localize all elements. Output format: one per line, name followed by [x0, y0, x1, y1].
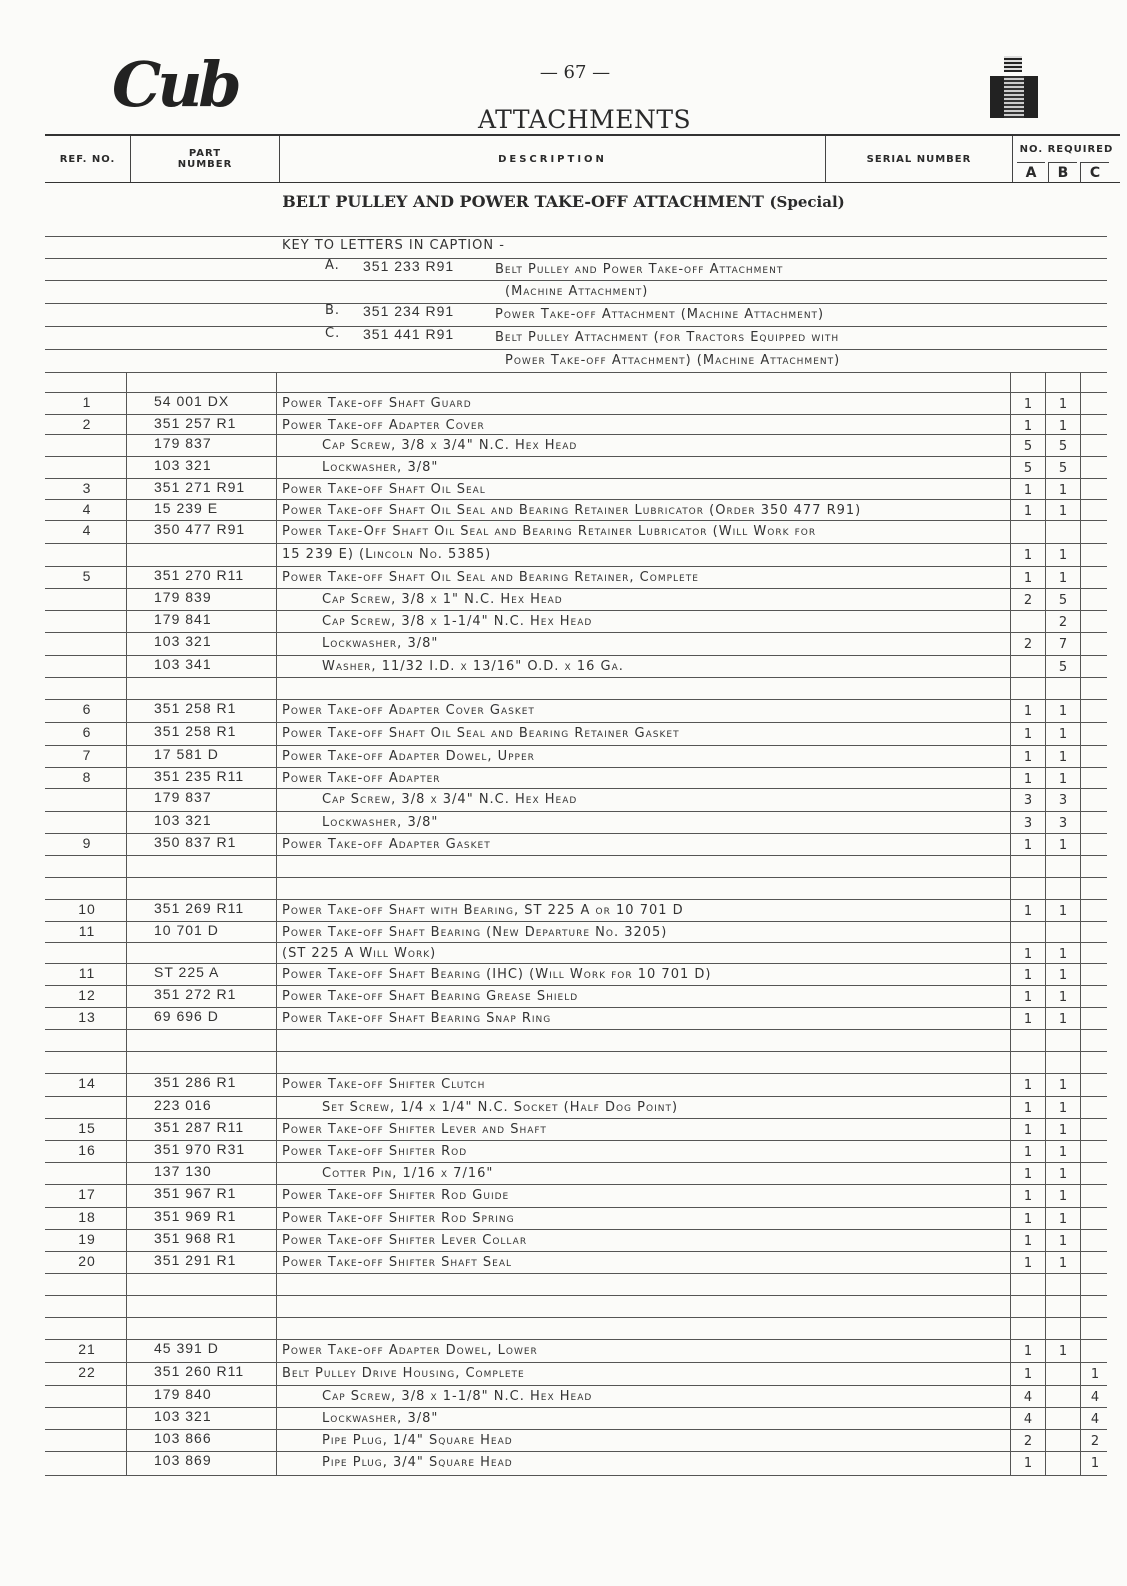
key-description-cont: (Machine Attachment): [505, 284, 649, 299]
part-number: 351 272 R1: [154, 986, 237, 1002]
table-row-rule: [45, 543, 1107, 544]
qty-c: 2: [1090, 1434, 1100, 1449]
part-description: 15 239 E) (Lincoln No. 5385): [282, 547, 492, 562]
key-rule: [45, 303, 1107, 304]
ref-number: 5: [82, 568, 92, 584]
part-number: 179 837: [154, 789, 212, 805]
table-row-rule: [45, 877, 1107, 878]
part-description: Cap Screw, 3/8 x 3/4" N.C. Hex Head: [322, 792, 578, 807]
part-description: Lockwasher, 3/8": [322, 460, 439, 475]
table-column-rule: [126, 372, 127, 1475]
part-number: 351 271 R91: [154, 479, 246, 495]
qty-a: 1: [1023, 1167, 1033, 1182]
key-description: Power Take-off Attachment (Machine Attachment): [495, 307, 825, 322]
qty-a: 1: [1023, 990, 1033, 1005]
qty-a: 1: [1023, 727, 1033, 742]
key-rule: [45, 326, 1107, 327]
qty-a: 1: [1023, 1189, 1033, 1204]
column-header: [45, 134, 1120, 183]
qty-a: 1: [1023, 968, 1033, 983]
table-column-rule: [1045, 372, 1046, 1475]
part-number: 351 258 R1: [154, 723, 237, 739]
qty-a: 1: [1023, 504, 1033, 519]
key-rule: [45, 372, 1107, 373]
key-rule: [45, 236, 1107, 237]
qty-a: 4: [1023, 1390, 1033, 1405]
qty-b: 1: [1058, 1123, 1068, 1138]
part-number: 103 341: [154, 656, 212, 672]
ref-number: 14: [78, 1075, 96, 1091]
qty-a: 2: [1023, 1434, 1033, 1449]
part-description: Power Take-off Shaft Bearing (New Departure No. 3205): [282, 925, 668, 940]
part-number: 351 258 R1: [154, 700, 237, 716]
col-a-header: A: [1017, 162, 1045, 183]
ref-number: 19: [78, 1231, 96, 1247]
key-part-number: 351 234 R91: [363, 303, 455, 319]
qty-a: 1: [1023, 571, 1033, 586]
ref-number: 11: [78, 923, 96, 939]
qty-b: 1: [1058, 1344, 1068, 1359]
qty-b: 1: [1058, 947, 1068, 962]
ref-number: 20: [78, 1253, 96, 1269]
qty-a: 1: [1023, 1012, 1033, 1027]
qty-a: 1: [1023, 1367, 1033, 1382]
part-description: Power Take-off Shaft Oil Seal and Bearing Retainer Lubricator (Order 350 477 R91): [282, 503, 862, 518]
part-description: Cap Screw, 3/8 x 1-1/8" N.C. Hex Head: [322, 1389, 593, 1404]
part-number: 45 391 D: [154, 1340, 219, 1356]
ref-number: 22: [78, 1364, 96, 1380]
table-row-rule: [45, 1051, 1107, 1052]
qty-c: 4: [1090, 1412, 1100, 1427]
key-rule: [45, 258, 1107, 259]
part-description: Power Take-off Shifter Clutch: [282, 1077, 486, 1092]
qty-a: 1: [1023, 772, 1033, 787]
part-description: Power Take-off Shaft Bearing Snap Ring: [282, 1011, 552, 1026]
part-description: Lockwasher, 3/8": [322, 636, 439, 651]
ref-number: 6: [82, 724, 92, 740]
ref-number: 7: [82, 747, 92, 763]
qty-a: 1: [1023, 1212, 1033, 1227]
table-bottom-rule: [45, 1475, 1107, 1476]
part-description: Power Take-off Shaft Bearing Grease Shield: [282, 989, 579, 1004]
ref-number: 15: [78, 1120, 96, 1136]
qty-b: 1: [1058, 1234, 1068, 1249]
table-row-rule: [45, 1029, 1107, 1030]
part-number: 54 001 DX: [154, 393, 230, 409]
qty-b: 1: [1058, 990, 1068, 1005]
key-letter: C.: [325, 326, 341, 341]
part-description: Power Take-off Shaft Bearing (IHC) (Will Work for 10 701 D): [282, 967, 712, 982]
key-rule: [45, 349, 1107, 350]
qty-c: 1: [1090, 1456, 1100, 1471]
part-description: Cap Screw, 3/8 x 1" N.C. Hex Head: [322, 592, 563, 607]
page-number: — 67 —: [539, 62, 611, 83]
page-title: ATTACHMENTS: [478, 105, 692, 134]
part-number: 351 969 R1: [154, 1208, 237, 1224]
no-required-header: NO. REQUIRED: [1019, 143, 1114, 155]
part-description: Pipe Plug, 3/4" Square Head: [322, 1455, 513, 1470]
part-description: Pipe Plug, 1/4" Square Head: [322, 1433, 513, 1448]
qty-b: 1: [1058, 1256, 1068, 1271]
part-description: Washer, 11/32 I.D. x 13/16" O.D. x 16 Ga.: [322, 659, 624, 674]
key-description: Belt Pulley Attachment (for Tractors Equipped with: [495, 330, 840, 345]
qty-b: 1: [1058, 1012, 1068, 1027]
qty-a: 1: [1023, 1078, 1033, 1093]
part-number: 69 696 D: [154, 1008, 219, 1024]
qty-a: 1: [1023, 548, 1033, 563]
qty-c: 4: [1090, 1390, 1100, 1405]
ih-logo-icon: [990, 56, 1038, 118]
key-description: Belt Pulley and Power Take-off Attachment: [495, 262, 784, 277]
part-number: 17 581 D: [154, 746, 219, 762]
qty-a: 1: [1023, 750, 1033, 765]
ref-number: 2: [82, 416, 92, 432]
part-number: 351 286 R1: [154, 1074, 237, 1090]
table-row-rule: [45, 942, 1107, 943]
qty-a: 3: [1023, 816, 1033, 831]
ref-number: 18: [78, 1209, 96, 1225]
cub-logo: Cub: [112, 48, 238, 121]
qty-a: 2: [1023, 637, 1033, 652]
part-description: Power Take-off Adapter Cover: [282, 418, 485, 433]
part-number: 103 321: [154, 812, 212, 828]
part-number: 351 287 R11: [154, 1119, 245, 1135]
part-number: 223 016: [154, 1097, 212, 1113]
table-row-rule: [45, 1273, 1107, 1274]
table-row-rule: [45, 1295, 1107, 1296]
ref-number: 21: [78, 1341, 96, 1357]
part-number: 351 260 R11: [154, 1363, 245, 1379]
ref-number: 6: [82, 701, 92, 717]
ref-number: 4: [82, 522, 92, 538]
part-number: 103 869: [154, 1452, 212, 1468]
section-title: [0, 192, 1127, 211]
part-description: Power Take-off Adapter Dowel, Lower: [282, 1343, 538, 1358]
qty-b: 1: [1058, 1189, 1068, 1204]
col-c-header: C: [1080, 162, 1109, 183]
part-description: Cotter Pin, 1/16 x 7/16": [322, 1166, 494, 1181]
part-description: Power Take-off Shaft Oil Seal and Bearing Retainer Gasket: [282, 726, 680, 741]
qty-a: 3: [1023, 793, 1033, 808]
key-letter: B.: [325, 303, 341, 318]
qty-b: 1: [1058, 904, 1068, 919]
qty-b: 5: [1058, 593, 1068, 608]
qty-a: 1: [1023, 397, 1033, 412]
qty-a: 2: [1023, 593, 1033, 608]
qty-b: 1: [1058, 727, 1068, 742]
part-number: 103 866: [154, 1430, 212, 1446]
key-description-cont: Power Take-off Attachment) (Machine Attachment): [505, 353, 841, 368]
qty-b: 1: [1058, 1078, 1068, 1093]
qty-b: 1: [1058, 571, 1068, 586]
table-column-rule: [1010, 372, 1011, 1475]
part-number: 179 841: [154, 611, 212, 627]
part-number: 350 837 R1: [154, 834, 237, 850]
part-number: 103 321: [154, 457, 212, 473]
part-number: 351 257 R1: [154, 415, 237, 431]
part-description: Power Take-off Adapter: [282, 771, 441, 786]
qty-a: 1: [1023, 1145, 1033, 1160]
qty-a: 1: [1023, 947, 1033, 962]
ref-number: 10: [78, 901, 96, 917]
qty-b: 2: [1058, 615, 1068, 630]
table-row-rule: [45, 1317, 1107, 1318]
qty-a: 1: [1023, 904, 1033, 919]
serial-number-header: SERIAL NUMBER: [866, 153, 972, 165]
qty-a: 1: [1023, 1256, 1033, 1271]
table-row-rule: [45, 677, 1107, 678]
part-number: 179 837: [154, 435, 212, 451]
qty-b: 1: [1058, 750, 1068, 765]
ref-number: 8: [82, 769, 92, 785]
part-description: Cap Screw, 3/8 x 1-1/4" N.C. Hex Head: [322, 614, 593, 629]
key-part-number: 351 441 R91: [363, 326, 455, 342]
qty-b: 1: [1058, 1145, 1068, 1160]
part-description: Power Take-Off Shaft Oil Seal and Bearing Retainer Lubricator (Will Work for: [282, 524, 817, 539]
section-title-text: BELT PULLEY AND POWER TAKE-OFF ATTACHMENT: [282, 192, 764, 211]
ref-number: 17: [78, 1186, 96, 1202]
part-number: 351 967 R1: [154, 1185, 237, 1201]
ref-number: 3: [82, 480, 92, 496]
part-description: Power Take-off Shifter Rod: [282, 1144, 468, 1159]
qty-c: 1: [1090, 1367, 1100, 1382]
qty-b: 1: [1058, 838, 1068, 853]
qty-b: 5: [1058, 660, 1068, 675]
part-description: Power Take-off Shaft with Bearing, ST 225 A or 10 701 D: [282, 903, 684, 918]
table-column-rule: [276, 372, 277, 1475]
qty-b: 1: [1058, 968, 1068, 983]
part-description: Power Take-off Shifter Lever Collar: [282, 1233, 528, 1248]
part-description: Power Take-off Shaft Oil Seal and Bearing Retainer, Complete: [282, 570, 699, 585]
qty-b: 1: [1058, 772, 1068, 787]
part-number: 351 235 R11: [154, 768, 245, 784]
part-number: 179 839: [154, 589, 212, 605]
qty-a: 5: [1023, 439, 1033, 454]
ref-number: 13: [78, 1009, 96, 1025]
part-description: Power Take-off Shaft Guard: [282, 396, 472, 411]
qty-b: 1: [1058, 548, 1068, 563]
qty-a: 1: [1023, 1123, 1033, 1138]
part-number-header: PART NUMBER: [177, 148, 233, 170]
part-description: Power Take-off Shifter Shaft Seal: [282, 1255, 513, 1270]
part-number: ST 225 A: [154, 964, 220, 980]
ref-number: 4: [82, 501, 92, 517]
qty-b: 3: [1058, 793, 1068, 808]
part-description: Lockwasher, 3/8": [322, 815, 439, 830]
key-rule: [45, 280, 1107, 281]
part-number: 351 270 R11: [154, 567, 245, 583]
part-number: 351 291 R1: [154, 1252, 237, 1268]
qty-b: 1: [1058, 483, 1068, 498]
part-description: Belt Pulley Drive Housing, Complete: [282, 1366, 525, 1381]
part-description: Lockwasher, 3/8": [322, 1411, 439, 1426]
qty-b: 3: [1058, 816, 1068, 831]
ref-number: 1: [82, 394, 92, 410]
part-description: Power Take-off Shifter Lever and Shaft: [282, 1122, 547, 1137]
part-description: Set Screw, 1/4 x 1/4" N.C. Socket (Half Dog Point): [322, 1100, 679, 1115]
key-part-number: 351 233 R91: [363, 258, 455, 274]
section-special: (Special): [769, 193, 845, 211]
qty-a: 1: [1023, 1234, 1033, 1249]
ref-number: 16: [78, 1142, 96, 1158]
qty-a: 1: [1023, 483, 1033, 498]
qty-a: 1: [1023, 838, 1033, 853]
qty-b: 1: [1058, 1101, 1068, 1116]
qty-b: 1: [1058, 419, 1068, 434]
qty-b: 1: [1058, 704, 1068, 719]
part-description: Power Take-off Shifter Rod Spring: [282, 1211, 515, 1226]
qty-a: 4: [1023, 1412, 1033, 1427]
key-letter: A.: [325, 258, 340, 273]
qty-a: 5: [1023, 461, 1033, 476]
part-description: Power Take-off Adapter Gasket: [282, 837, 491, 852]
ref-number: 12: [78, 987, 96, 1003]
part-number: 350 477 R91: [154, 521, 246, 537]
part-number: 351 269 R11: [154, 900, 245, 916]
part-number: 103 321: [154, 1408, 212, 1424]
part-number: 179 840: [154, 1386, 212, 1402]
qty-b: 5: [1058, 439, 1068, 454]
qty-b: 1: [1058, 1212, 1068, 1227]
key-heading: KEY TO LETTERS IN CAPTION -: [282, 238, 505, 253]
description-header: DESCRIPTION: [498, 153, 607, 165]
part-description: Power Take-off Shifter Rod Guide: [282, 1188, 510, 1203]
qty-b: 1: [1058, 504, 1068, 519]
part-number: 137 130: [154, 1163, 212, 1179]
part-description: Power Take-off Adapter Dowel, Upper: [282, 749, 535, 764]
part-description: (ST 225 A Will Work): [282, 946, 437, 961]
part-number: 351 968 R1: [154, 1230, 237, 1246]
ref-number: 11: [78, 965, 96, 981]
qty-b: 1: [1058, 1167, 1068, 1182]
table-row-rule: [45, 855, 1107, 856]
qty-b: 1: [1058, 397, 1068, 412]
part-description: Cap Screw, 3/8 x 3/4" N.C. Hex Head: [322, 438, 578, 453]
qty-a: 1: [1023, 1344, 1033, 1359]
part-number: 15 239 E: [154, 500, 219, 516]
qty-b: 7: [1058, 637, 1068, 652]
qty-a: 1: [1023, 419, 1033, 434]
part-number: 351 970 R31: [154, 1141, 246, 1157]
part-number: 10 701 D: [154, 922, 219, 938]
qty-a: 1: [1023, 1456, 1033, 1471]
part-description: Power Take-off Adapter Cover Gasket: [282, 703, 535, 718]
part-number: 103 321: [154, 633, 212, 649]
ref-number: 9: [82, 835, 92, 851]
col-b-header: B: [1048, 162, 1077, 183]
table-column-rule: [1080, 372, 1081, 1475]
qty-a: 1: [1023, 1101, 1033, 1116]
part-description: Power Take-off Shaft Oil Seal: [282, 482, 486, 497]
qty-a: 1: [1023, 704, 1033, 719]
ref-no-header: REF. NO.: [59, 153, 116, 165]
qty-b: 5: [1058, 461, 1068, 476]
